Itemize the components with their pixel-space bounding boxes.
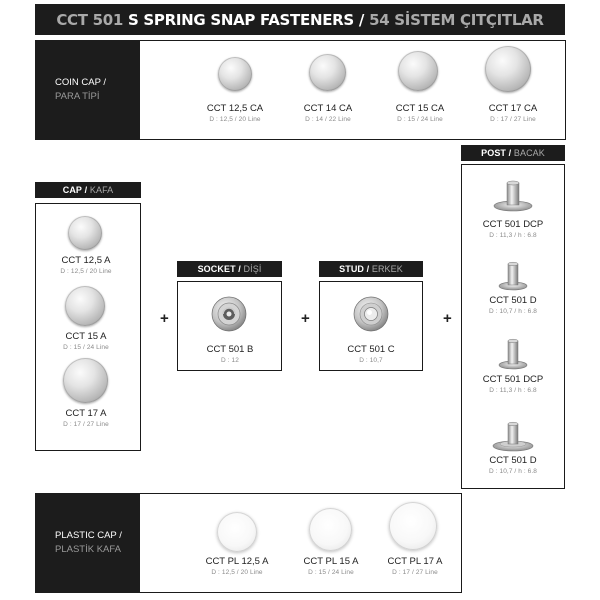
post-dcp-1-image bbox=[490, 180, 536, 212]
coin-cap-item-name: CCT 14 CA bbox=[303, 103, 353, 114]
post-tag-en: POST bbox=[481, 148, 507, 158]
cap-item-dim: D : 15 / 24 Line bbox=[63, 344, 109, 351]
plastic-cap-15-image bbox=[309, 508, 352, 551]
plastic-cap-item-3 bbox=[360, 556, 470, 578]
coin-cap-label-tr: PARA TİPİ bbox=[55, 91, 100, 102]
post-tag-tr: BACAK bbox=[513, 148, 545, 158]
coin-cap-label-sep: / bbox=[103, 77, 107, 88]
coin-cap-item-name: CCT 12,5 CA bbox=[206, 103, 264, 114]
coin-cap-item-name: CCT 17 CA bbox=[488, 103, 538, 114]
coin-cap-item-name: CCT 15 CA bbox=[395, 103, 445, 114]
post-item-dim: D : 11,3 / h : 6.8 bbox=[489, 387, 537, 394]
plastic-cap-item-name: CCT PL 12,5 A bbox=[205, 556, 269, 567]
plastic-cap-17-image bbox=[389, 502, 437, 550]
cap-item-name: CCT 12,5 A bbox=[61, 255, 111, 266]
plastic-cap-item-name: CCT PL 17 A bbox=[387, 556, 443, 567]
socket-item bbox=[175, 344, 285, 366]
post-item-name: CCT 501 DCP bbox=[482, 374, 544, 385]
post-item-1 bbox=[458, 219, 568, 241]
cap-item-2 bbox=[31, 331, 141, 353]
cap-item-dim: D : 17 / 27 Line bbox=[63, 421, 109, 428]
socket-image bbox=[211, 296, 247, 332]
plastic-cap-item-dim: D : 15 / 24 Line bbox=[308, 569, 354, 576]
socket-tag-sep: / bbox=[238, 264, 241, 274]
stud-item-dim: D : 10,7 bbox=[359, 357, 383, 364]
cap-15-image bbox=[65, 286, 105, 326]
post-item-3 bbox=[458, 374, 568, 396]
post-tag-sep: / bbox=[508, 148, 512, 158]
title-english: S SPRING SNAP FASTENERS bbox=[128, 10, 354, 29]
cap-item-1 bbox=[31, 255, 141, 277]
post-item-name: CCT 501 DCP bbox=[482, 219, 544, 230]
title-turkish: 54 SİSTEM ÇITÇITLAR bbox=[369, 10, 544, 29]
post-dcp-2-image bbox=[496, 338, 530, 370]
post-item-dim: D : 10,7 / h : 6.8 bbox=[488, 468, 538, 475]
title-slash: / bbox=[358, 10, 365, 29]
plastic-cap-label-sep: / bbox=[119, 530, 122, 541]
stud-tag-en: STUD bbox=[339, 264, 365, 274]
socket-tag bbox=[177, 261, 282, 277]
coin-cap-item-dim: D : 15 / 24 Line bbox=[397, 116, 443, 123]
plastic-cap-label-tr: PLASTİK KAFA bbox=[55, 544, 121, 555]
coin-cap-17-image bbox=[485, 46, 531, 92]
coin-cap-12-5-image bbox=[218, 57, 252, 91]
plastic-cap-item-name: CCT PL 15 A bbox=[303, 556, 359, 567]
stud-item bbox=[316, 344, 426, 366]
stud-item-name: CCT 501 C bbox=[347, 344, 395, 355]
socket-item-dim: D : 12 bbox=[221, 357, 239, 364]
plastic-cap-label bbox=[35, 493, 140, 593]
post-item-dim: D : 10,7 / h : 6.8 bbox=[488, 308, 538, 315]
coin-cap-item-dim: D : 17 / 27 Line bbox=[490, 116, 536, 123]
cap-item-dim: D : 12,5 / 20 Line bbox=[60, 268, 112, 275]
post-d-1-image bbox=[496, 261, 530, 291]
stud-tag-tr: ERKEK bbox=[371, 264, 403, 274]
coin-cap-14-image bbox=[309, 54, 346, 91]
stud-image bbox=[353, 296, 389, 332]
coin-cap-item-4 bbox=[458, 103, 568, 125]
stud-tag-sep: / bbox=[366, 264, 370, 274]
plus-sign: + bbox=[443, 310, 452, 327]
coin-cap-15-image bbox=[398, 51, 438, 91]
cap-item-3 bbox=[31, 408, 141, 430]
socket-tag-tr: DİŞİ bbox=[243, 264, 262, 274]
cap-12-5-image bbox=[68, 216, 102, 250]
cap-17-image bbox=[63, 358, 108, 403]
socket-tag-en: SOCKET bbox=[197, 264, 236, 274]
cap-tag-sep: / bbox=[84, 185, 88, 195]
post-item-name: CCT 501 D bbox=[489, 295, 537, 306]
coin-cap-item-dim: D : 12,5 / 20 Line bbox=[209, 116, 261, 123]
plastic-cap-item-dim: D : 12,5 / 20 Line bbox=[211, 569, 263, 576]
coin-cap-label-en: COIN CAP bbox=[55, 77, 101, 88]
post-d-2-image bbox=[490, 420, 536, 452]
cap-item-name: CCT 15 A bbox=[65, 331, 107, 342]
cap-tag-en: CAP bbox=[62, 185, 83, 195]
coin-cap-item-dim: D : 14 / 22 Line bbox=[305, 116, 351, 123]
post-tag bbox=[461, 145, 565, 161]
cap-tag bbox=[35, 182, 141, 198]
plus-sign: + bbox=[160, 310, 169, 327]
plastic-cap-12-5-image bbox=[217, 512, 257, 552]
plastic-cap-label-en: PLASTIC CAP bbox=[55, 530, 117, 541]
post-item-4 bbox=[458, 455, 568, 477]
socket-item-name: CCT 501 B bbox=[206, 344, 254, 355]
plastic-cap-item-dim: D : 17 / 27 Line bbox=[392, 569, 438, 576]
plus-sign: + bbox=[301, 310, 310, 327]
title-code: CCT 501 bbox=[56, 10, 123, 29]
post-item-name: CCT 501 D bbox=[489, 455, 537, 466]
cap-item-name: CCT 17 A bbox=[65, 408, 107, 419]
page-title bbox=[35, 4, 565, 35]
stud-tag bbox=[319, 261, 423, 277]
post-item-2 bbox=[458, 295, 568, 317]
coin-cap-label bbox=[35, 40, 140, 140]
post-item-dim: D : 11,3 / h : 6.8 bbox=[489, 232, 537, 239]
cap-tag-tr: KAFA bbox=[89, 185, 114, 195]
